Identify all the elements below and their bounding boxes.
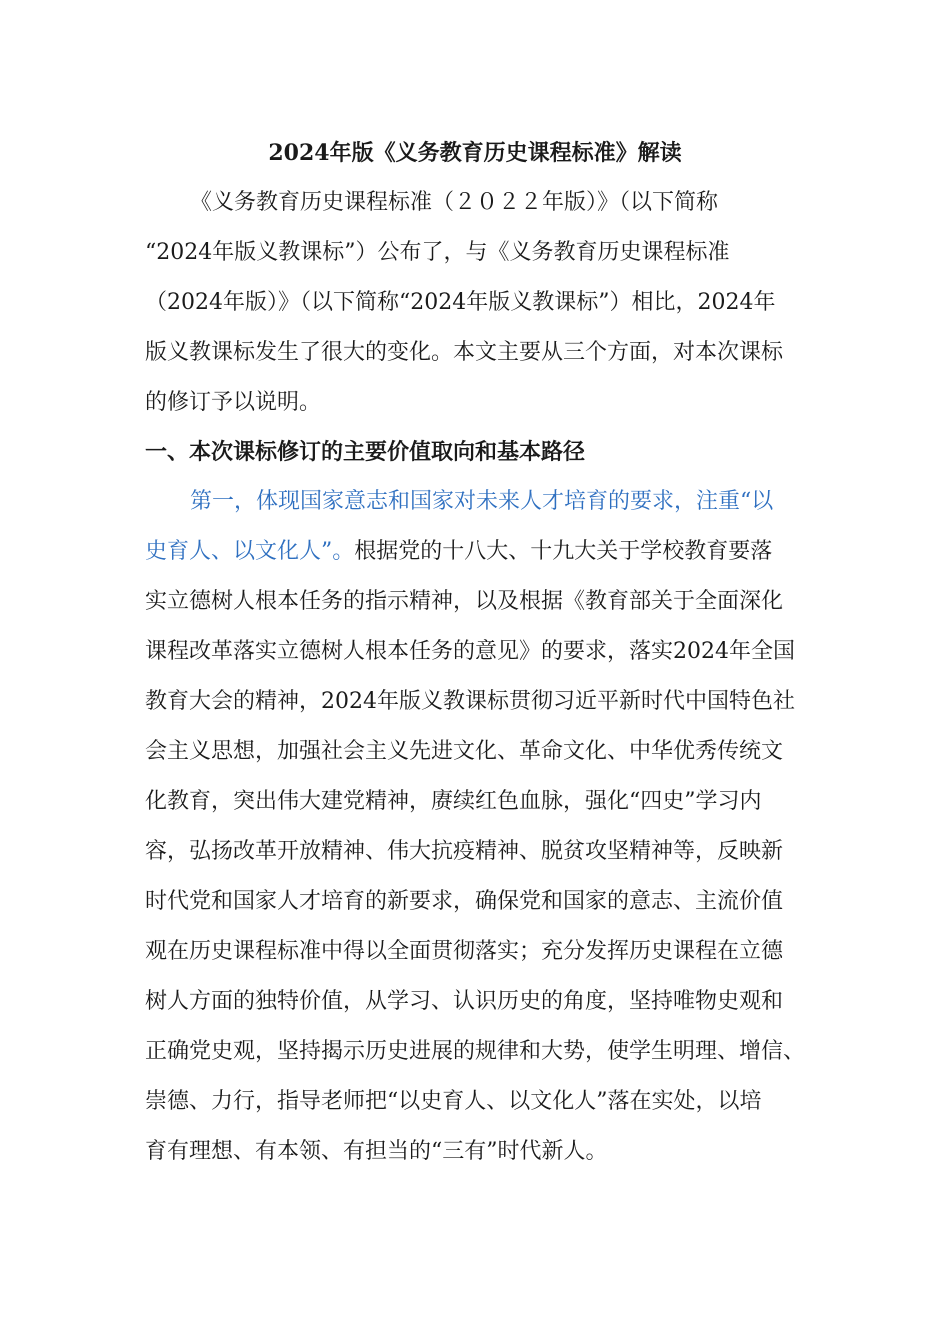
para-highlight-text: 史育人、以文化人”。: [145, 539, 355, 564]
para-line: 崇德、力行，指导老师把“以史育人、以文化人”落在实处，以培: [145, 1089, 762, 1114]
intro-line: 《义务教育历史课程标准（２０２２年版）》（以下简称: [190, 190, 719, 215]
para-line: 实立德树人根本任务的指示精神，以及根据《教育部关于全面深化: [145, 589, 784, 614]
intro-line: 的修订予以说明。: [145, 390, 322, 415]
para-line: 会主义思想，加强社会主义先进文化、革命文化、中华优秀传统文: [145, 739, 784, 764]
section-heading: 一、本次课标修订的主要价值取向和基本路径: [145, 439, 586, 465]
intro-line: （2024年版）》（以下简称“2024年版义教课标”）相比，2024年: [145, 290, 776, 315]
para-line: 时代党和国家人才培育的新要求，确保党和国家的意志、主流价值: [145, 889, 784, 914]
para-text: 根据党的十八大、十九大关于学校教育要落: [354, 539, 773, 564]
para-line: 课程改革落实立德树人根本任务的意见》的要求，落实2024年全国: [145, 639, 795, 664]
para-line: [145, 532, 772, 572]
para-line: 正确党史观，坚持揭示历史进展的规律和大势，使学生明理、增信、: [145, 1039, 806, 1064]
para-line: 教育大会的精神，2024年版义教课标贯彻习近平新时代中国特色社: [145, 689, 795, 714]
para-line: 树人方面的独特价值，从学习、认识历史的角度，坚持唯物史观和: [145, 989, 784, 1014]
para-line: 育有理想、有本领、有担当的“三有”时代新人。: [145, 1139, 608, 1164]
para-highlight-line: 第一，体现国家意志和国家对未来人才培育的要求，注重“以: [190, 489, 774, 514]
document-title: 2024年版《义务教育历史课程标准》解读: [268, 140, 682, 166]
para-line: 容，弘扬改革开放精神、伟大抗疫精神、脱贫攻坚精神等，反映新: [145, 839, 784, 864]
intro-line: “2024年版义教课标”）公布了，与《义务教育历史课程标准: [145, 240, 730, 265]
para-line: 观在历史课程标准中得以全面贯彻落实；充分发挥历史课程在立德: [145, 939, 784, 964]
intro-line: 版义教课标发生了很大的变化。本文主要从三个方面，对本次课标: [145, 340, 784, 365]
para-line: 化教育，突出伟大建党精神，赓续红色血脉，强化“四史”学习内: [145, 789, 762, 814]
